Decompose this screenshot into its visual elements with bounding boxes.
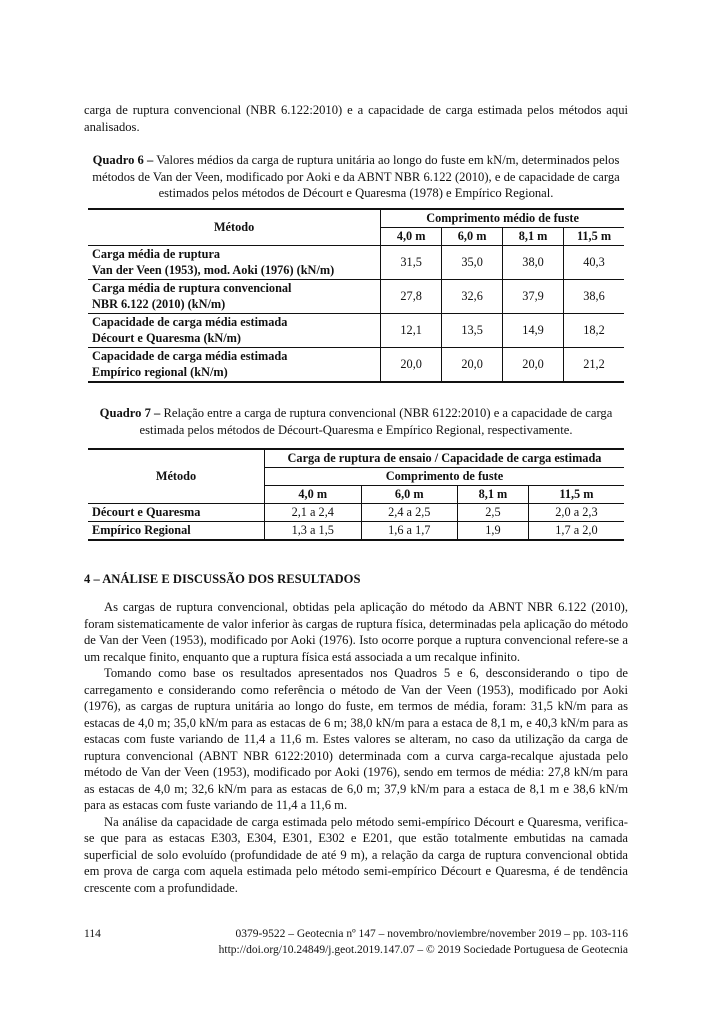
q6-value: 13,5	[442, 314, 503, 348]
section-heading: 4 – ANÁLISE E DISCUSSÃO DOS RESULTADOS	[84, 572, 361, 586]
q6-method-cell	[88, 348, 381, 383]
q6-value: 12,1	[381, 314, 442, 348]
q6-method-line2: NBR 6.122 (2010) (kN/m)	[92, 296, 226, 311]
quadro-6-caption-text: Valores médios da carga de ruptura unitária ao longo do fuste em kN/m, determinados pelos métodos de Van der Veen, modificado por Aoki e da ABNT NBR 6.122 (2010), e de capacidade de carga estimados pelos métodos de Décourt e Quaresma (1978) e Empírico Regional.	[92, 153, 620, 200]
q7-header-top: Carga de ruptura de ensaio / Capacidade de carga estimada	[265, 449, 625, 468]
q6-method-line2: Van der Veen (1953), mod. Aoki (1976) (kN/m)	[92, 262, 335, 277]
q6-value: 38,0	[503, 246, 564, 280]
q6-header-length: 8,1 m	[503, 228, 564, 246]
q6-value: 40,3	[564, 246, 624, 280]
q6-method-line1: Carga média de ruptura convencional	[92, 281, 292, 295]
q6-value: 21,2	[564, 348, 624, 383]
q7-header-method: Método	[88, 449, 265, 504]
q7-header-mid: Comprimento de fuste	[265, 468, 625, 486]
table-row	[88, 348, 624, 383]
q7-value: 2,4 a 2,5	[361, 504, 458, 522]
quadro-7-table	[88, 448, 624, 541]
q6-header-length: 4,0 m	[381, 228, 442, 246]
q7-method-cell: Décourt e Quaresma	[88, 504, 265, 522]
body-paragraph: As cargas de ruptura convencional, obtidas pela aplicação do método da ABNT NBR 6.122 (2010), foram sistematicamente de valor inferior às cargas de ruptura física, determinadas pela aplicação do método de Van der Veen (1953), modificado por Aoki (1976). Isto ocorre porque a ruptura convencional refere-se a um recalque finito, enquanto que a ruptura física está associada a um recalque infinito.	[84, 600, 628, 664]
body-paragraph: Tomando como base os resultados apresentados nos Quadros 5 e 6, desconsiderando o tipo de carregamento e considerando como referência o método de Van der Veen (1953), modificado por Aoki (1976), as cargas de ruptura unitária ao longo do fuste, em termos de média, foram: 31,5 kN/m para as estacas de 4,0 m; 35,0 kN/m para as estacas de 6 m; 38,0 kN/m para a estaca de 8,1 m, e 40,3 kN/m para as estacas com fuste variando de 11,4 a 11,6 m. Estes valores se alteram, no caso da utilização da carga de ruptura convencional (ABNT NBR 6122:2010) determinada com a curva carga-recalque ajustada pelo método de Van der Veen (1953), modificado por Aoki (1976), sendo em termos de média: 27,8 kN/m para as estacas de 4,0 m; 32,6 kN/m para as estacas de 6,0 m; 37,9 kN/m para a estaca de 8,1 m e 38,6 kN/m para as estacas com fuste variando de 11,4 a 11,6 m.	[84, 666, 628, 812]
q7-header-length: 8,1 m	[458, 486, 529, 504]
q6-value: 32,6	[442, 280, 503, 314]
table-row	[88, 280, 624, 314]
q7-header-length: 6,0 m	[361, 486, 458, 504]
q7-value: 2,0 a 2,3	[528, 504, 624, 522]
journal-info: 0379-9522 – Geotecnia nº 147 – novembro/noviembre/november 2019 – pp. 103-116	[235, 928, 628, 940]
q6-value: 20,0	[503, 348, 564, 383]
q6-value: 20,0	[442, 348, 503, 383]
q6-value: 20,0	[381, 348, 442, 383]
q6-value: 27,8	[381, 280, 442, 314]
q7-value: 1,7 a 2,0	[528, 522, 624, 541]
table-row	[88, 522, 624, 541]
quadro-7-caption	[84, 405, 628, 438]
q6-method-line2: Empírico regional (kN/m)	[92, 364, 228, 379]
q7-header-length: 4,0 m	[265, 486, 362, 504]
q6-method-line2: Décourt e Quaresma (kN/m)	[92, 330, 242, 345]
q6-method-line1: Capacidade de carga média estimada	[92, 315, 288, 329]
table-row	[88, 504, 624, 522]
q6-header-group: Comprimento médio de fuste	[381, 209, 624, 228]
q6-value: 37,9	[503, 280, 564, 314]
q6-value: 14,9	[503, 314, 564, 348]
q7-value: 2,1 a 2,4	[265, 504, 362, 522]
quadro-7-caption-text: Relação entre a carga de ruptura convencional (NBR 6122:2010) e a capacidade de carga estimada pelos métodos de Décourt-Quaresma e Empírico Regional, respectivamente.	[139, 406, 613, 437]
intro-paragraph: carga de ruptura convencional (NBR 6.122:2010) e a capacidade de carga estimada pelos métodos aqui analisados.	[84, 103, 628, 134]
q6-value: 35,0	[442, 246, 503, 280]
q7-method-cell: Empírico Regional	[92, 523, 191, 537]
q7-value: 1,3 a 1,5	[265, 522, 362, 541]
q7-header-length: 11,5 m	[528, 486, 624, 504]
q6-method-cell	[88, 314, 381, 348]
q6-value: 18,2	[564, 314, 624, 348]
doi-line: http://doi.org/10.24849/j.geot.2019.147.07 – © 2019 Sociedade Portuguesa de Geotecnia	[218, 944, 628, 956]
q7-value: 2,5	[458, 504, 529, 522]
q6-method-line1: Capacidade de carga média estimada	[92, 349, 288, 363]
q6-header-method: Método	[88, 209, 381, 246]
q6-header-length: 6,0 m	[442, 228, 503, 246]
body-paragraph: Na análise da capacidade de carga estimada pelo método semi-empírico Décourt e Quaresma, verifica-se que para as estacas E303, E304, E301, E302 e E201, que estão totalmente embutidas na camada superficial de solo evoluído (profundidade de até 9 m), a relação da carga de ruptura convencional obtida em prova de carga com aquela estimada pelo método semi-empírico Décourt e Quaresma, é de tendência crescente com a profundidade.	[84, 814, 628, 895]
quadro-7-label: Quadro 7 –	[99, 406, 161, 420]
q6-header-length: 11,5 m	[564, 228, 624, 246]
q7-value: 1,6 a 1,7	[361, 522, 458, 541]
q7-value: 1,9	[458, 522, 529, 541]
q6-value: 31,5	[381, 246, 442, 280]
q6-method-cell	[88, 280, 381, 314]
q6-value: 38,6	[564, 280, 624, 314]
table-row	[88, 246, 624, 280]
quadro-6-caption	[84, 152, 628, 202]
q6-method-line1: Carga média de ruptura	[92, 247, 221, 261]
quadro-6-table	[88, 208, 624, 383]
q6-method-cell	[88, 246, 381, 280]
table-row	[88, 314, 624, 348]
page-number: 114	[84, 928, 101, 940]
body-text	[84, 599, 628, 896]
quadro-6-label: Quadro 6 –	[92, 153, 154, 167]
